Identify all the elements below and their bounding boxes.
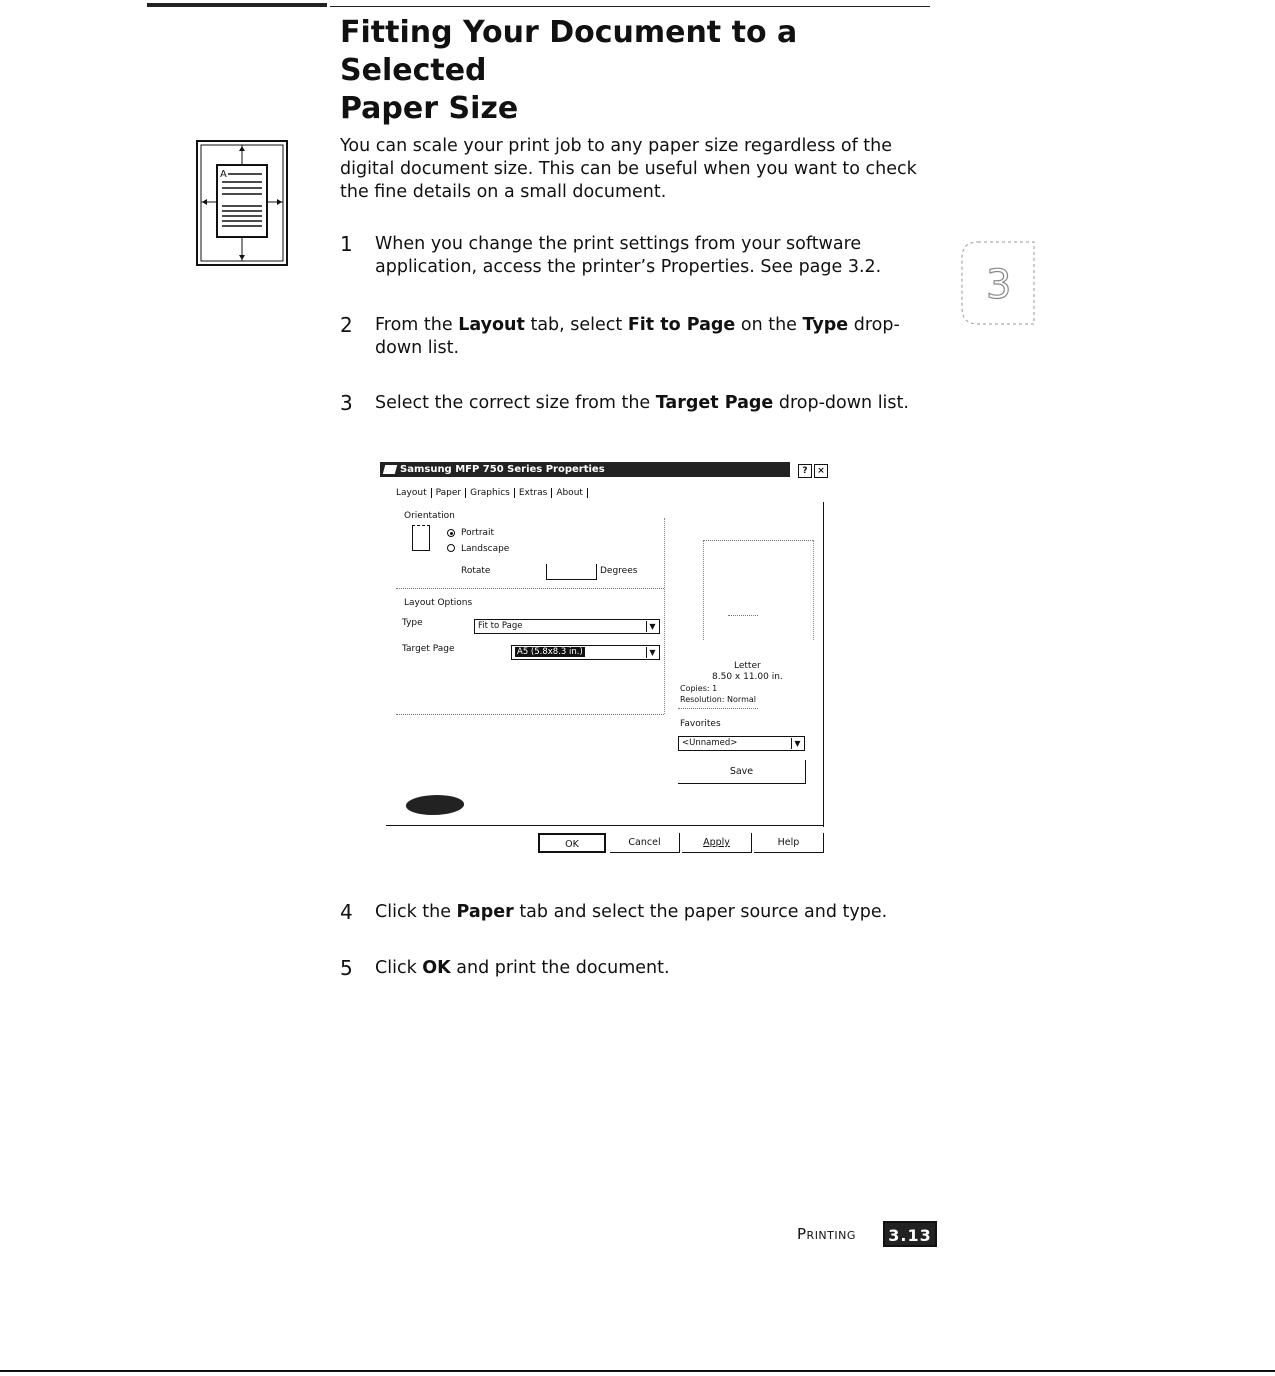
portrait-label: Portrait	[461, 528, 495, 538]
step-3	[340, 392, 930, 415]
dialog-frame-right	[823, 502, 824, 827]
orientation-preview-icon	[412, 525, 430, 551]
favorites-label: Favorites	[680, 719, 721, 729]
intro-paragraph: You can scale your print job to any paper size regardless of the digital document size. This can be useful when you want to check the fine details on a small document.	[340, 136, 917, 202]
help-title-button[interactable]: ?	[798, 464, 812, 478]
step-5	[340, 957, 930, 980]
chapter-tab-icon	[960, 240, 1036, 326]
step-number: 5	[340, 956, 353, 980]
step-number: 1	[340, 232, 353, 256]
svg-text:3: 3	[986, 262, 1012, 308]
group-divider-vertical	[664, 518, 665, 714]
step-text: When you change the print settings from your software application, access the printer’s Properties. See page 3.2.	[375, 234, 882, 277]
step-2	[340, 314, 930, 360]
preview-page-outline	[813, 540, 814, 640]
rotate-label: Rotate	[461, 566, 491, 576]
target-page-dropdown[interactable]	[511, 645, 660, 660]
step-1	[340, 233, 930, 279]
svg-text:A: A	[220, 169, 227, 180]
type-dropdown[interactable]	[474, 619, 660, 634]
fit-to-page-icon	[196, 140, 288, 266]
rotate-spinner[interactable]	[546, 564, 597, 580]
step-number: 3	[340, 391, 353, 415]
preview-divider	[678, 708, 758, 709]
degrees-label: Degrees	[600, 566, 638, 576]
properties-dialog	[378, 460, 833, 870]
step-4	[340, 901, 930, 924]
target-page-value: A5 (5.8x8.3 in.)	[517, 647, 583, 657]
dialog-frame-bottom	[386, 825, 824, 826]
portrait-radio[interactable]	[447, 529, 455, 537]
chevron-down-icon: ▼	[791, 738, 803, 749]
page-number: 3.13	[883, 1221, 937, 1247]
tab-layout[interactable]: Layout	[392, 488, 432, 498]
type-label: Type	[402, 618, 423, 628]
samsung-logo	[404, 795, 466, 815]
step-text: Select the correct size from the Target Page drop-down list.	[375, 393, 909, 413]
copies-info: Copies: 1	[680, 684, 718, 693]
type-value: Fit to Page	[478, 621, 523, 631]
landscape-radio[interactable]	[447, 544, 455, 552]
help-button[interactable]: Help	[754, 833, 824, 853]
step-text: Click OK and print the document.	[375, 958, 670, 978]
save-button[interactable]: Save	[678, 760, 806, 784]
step-text: From the Layout tab, select Fit to Page on the Type drop-down list.	[375, 315, 900, 358]
header-rule	[330, 6, 930, 7]
tab-paper[interactable]: Paper	[432, 488, 467, 498]
footer-section: Printing	[797, 1225, 856, 1243]
chevron-down-icon: ▼	[646, 621, 658, 632]
header-band	[147, 3, 327, 7]
page-title-line1: Fitting Your Document to a Selected	[340, 15, 798, 88]
step-text: Click the Paper tab and select the paper source and type.	[375, 902, 888, 922]
preview-page-outline	[703, 540, 704, 640]
preview-paper-name: Letter	[734, 661, 761, 671]
tab-about[interactable]: About	[552, 488, 588, 498]
cancel-button[interactable]: Cancel	[610, 833, 680, 853]
apply-button[interactable]: Apply	[682, 833, 752, 853]
favorites-dropdown[interactable]	[678, 736, 805, 751]
printer-icon	[383, 465, 397, 474]
target-page-label: Target Page	[402, 644, 455, 654]
preview-page-outline	[703, 540, 813, 541]
step-number: 2	[340, 313, 353, 337]
favorites-value: <Unnamed>	[682, 738, 738, 748]
ok-button[interactable]: OK	[538, 833, 606, 853]
resolution-info: Resolution: Normal	[680, 695, 756, 704]
preview-content	[728, 615, 758, 616]
dialog-tabs	[392, 488, 588, 498]
tab-graphics[interactable]: Graphics	[466, 488, 515, 498]
page-title	[340, 14, 940, 128]
layout-options-label: Layout Options	[404, 598, 473, 608]
step-number: 4	[340, 900, 353, 924]
close-icon[interactable]: ×	[814, 464, 828, 478]
orientation-label: Orientation	[404, 511, 455, 521]
group-divider	[396, 714, 664, 715]
preview-paper-size: 8.50 x 11.00 in.	[712, 672, 783, 682]
page-title-line2: Paper Size	[340, 91, 519, 126]
landscape-label: Landscape	[461, 544, 510, 554]
tab-extras[interactable]: Extras	[515, 488, 552, 498]
group-divider	[396, 588, 664, 589]
chevron-down-icon: ▼	[646, 647, 658, 658]
dialog-title: Samsung MFP 750 Series Properties	[400, 464, 605, 475]
bottom-rule	[0, 1370, 1275, 1372]
dialog-titlebar	[380, 462, 790, 477]
